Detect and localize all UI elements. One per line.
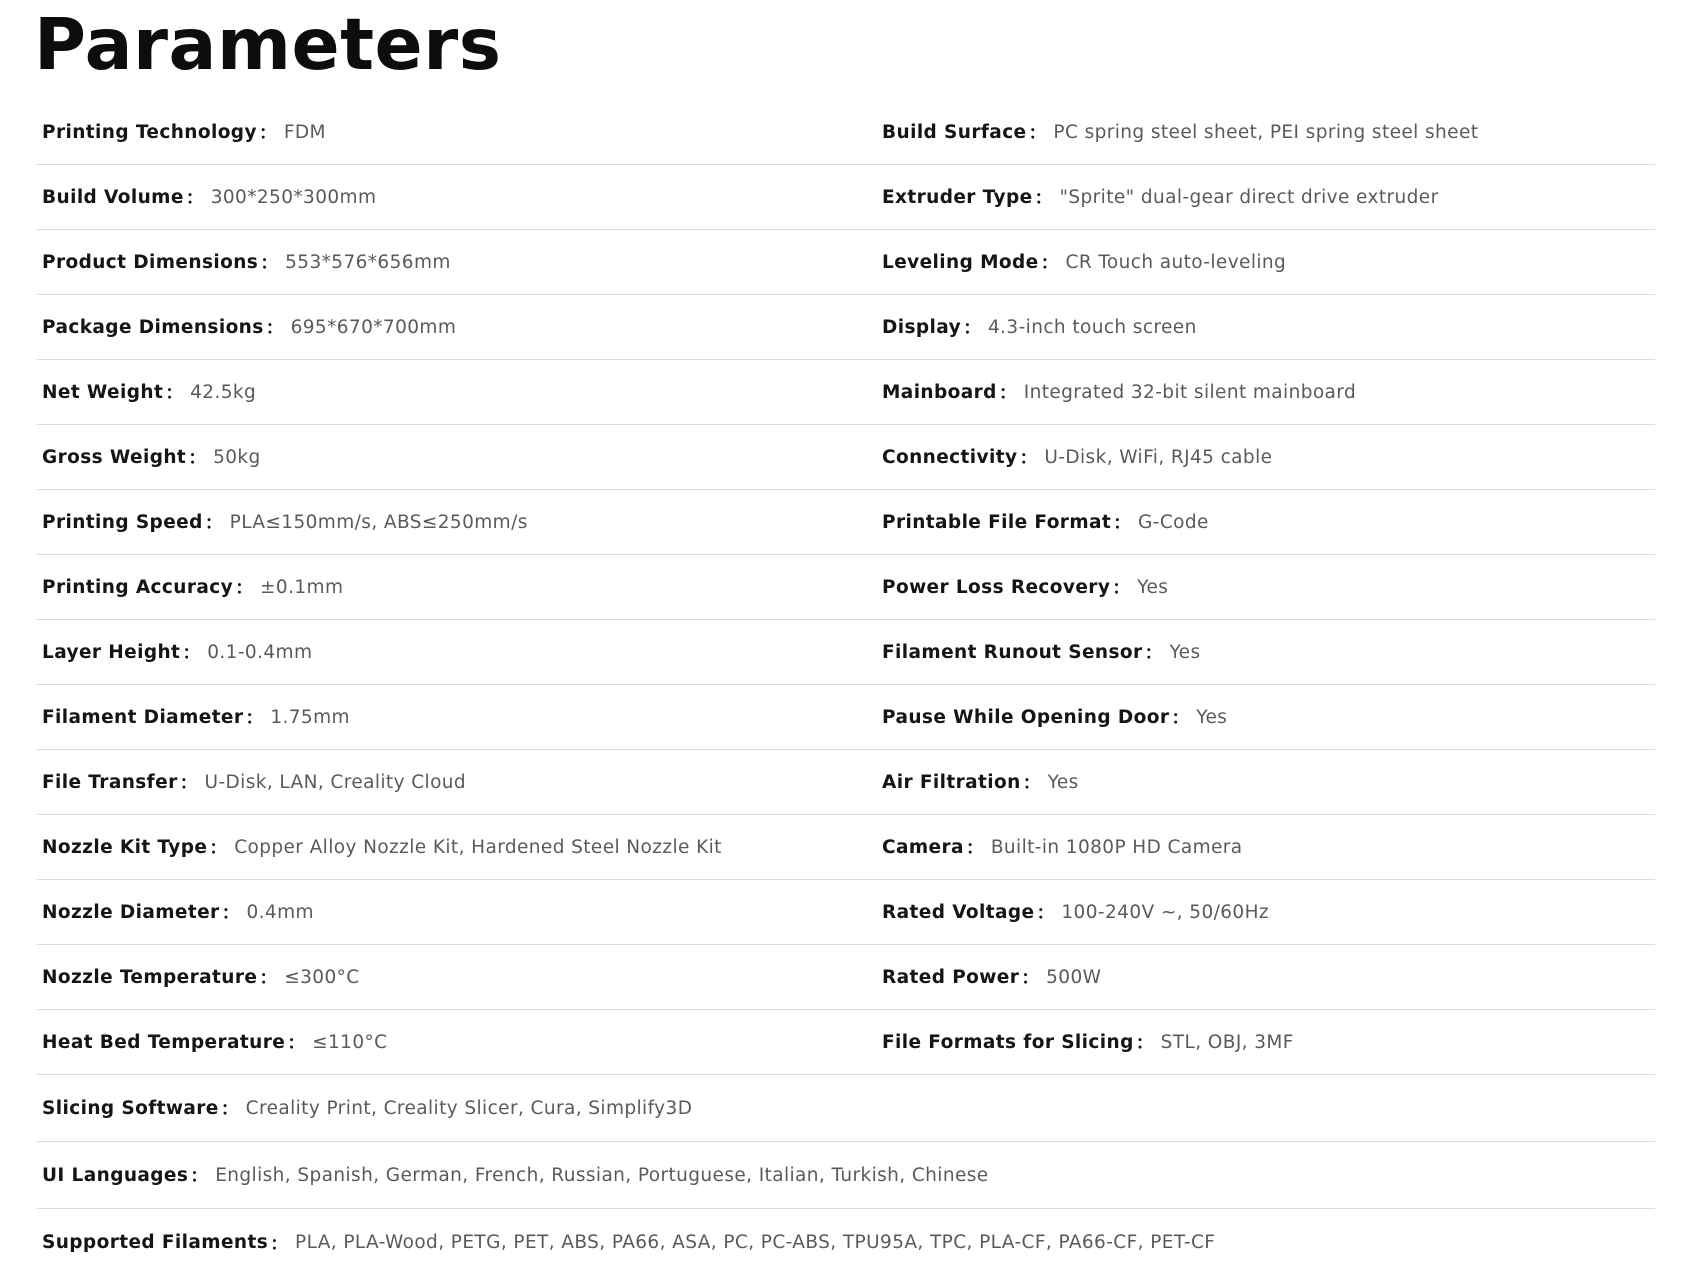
spec-value: PLA, PLA-Wood, PETG, PET, ABS, PA66, ASA, PC, PC-ABS, TPU95A, TPC, PLA-CF, PA66-CF, PET-CF	[295, 1232, 1216, 1253]
spec-label: Extruder Type	[882, 186, 1033, 208]
spec-label: Filament Diameter	[42, 706, 244, 728]
spec-row	[37, 945, 1655, 1010]
spec-value: Yes	[1047, 771, 1079, 793]
spec-separator: ：	[209, 838, 229, 859]
spec-label: Connectivity	[882, 446, 1018, 468]
spec-separator: ：	[1021, 968, 1041, 989]
spec-value: 0.4mm	[246, 901, 314, 923]
spec-separator: ：	[270, 1233, 290, 1255]
spec-item	[882, 750, 1079, 814]
spec-label: File Formats for Slicing	[882, 1031, 1134, 1053]
spec-separator: ：	[259, 968, 279, 989]
spec-label: Nozzle Kit Type	[42, 836, 208, 858]
spec-separator: ：	[190, 1166, 210, 1187]
spec-label: Package Dimensions	[42, 316, 264, 338]
spec-label: Air Filtration	[882, 771, 1021, 793]
spec-separator: ：	[165, 383, 185, 404]
spec-label: Heat Bed Temperature	[42, 1031, 286, 1053]
spec-separator: ：	[287, 1033, 307, 1054]
spec-value: 500W	[1046, 966, 1102, 988]
spec-separator: ：	[235, 578, 254, 599]
spec-item	[882, 945, 1101, 1009]
spec-separator: ：	[1034, 188, 1054, 209]
spec-item	[42, 295, 456, 359]
spec-item	[42, 685, 350, 749]
spec-item	[42, 620, 312, 684]
spec-item	[42, 1075, 692, 1141]
spec-row	[37, 750, 1655, 815]
spec-separator: ：	[963, 318, 982, 339]
spec-item	[882, 100, 1478, 164]
spec-value: Yes	[1137, 576, 1169, 598]
spec-value: ≤300°C	[284, 966, 360, 988]
spec-row	[37, 230, 1655, 295]
spec-separator: ：	[1112, 578, 1132, 599]
spec-value: G-Code	[1138, 511, 1209, 533]
spec-separator: ：	[1019, 448, 1039, 469]
spec-separator: ：	[265, 318, 285, 339]
spec-row	[37, 360, 1655, 425]
spec-item	[42, 880, 314, 944]
spec-separator: ：	[1171, 708, 1191, 729]
spec-item	[42, 555, 343, 619]
spec-label: Slicing Software	[42, 1097, 219, 1119]
spec-item	[42, 425, 261, 489]
spec-item	[42, 1010, 388, 1074]
spec-label: Printing Speed	[42, 511, 203, 533]
spec-row	[37, 880, 1655, 945]
spec-row	[37, 425, 1655, 490]
spec-value: Yes	[1196, 706, 1228, 728]
spec-row	[37, 1010, 1655, 1075]
spec-item	[882, 1010, 1294, 1074]
spec-item	[882, 620, 1201, 684]
spec-item	[882, 165, 1439, 229]
spec-row	[37, 165, 1655, 230]
spec-separator: ：	[1113, 513, 1133, 534]
spec-label: Build Surface	[882, 121, 1027, 143]
spec-row	[37, 620, 1655, 685]
spec-separator: ：	[185, 188, 205, 209]
spec-label: Leveling Mode	[882, 251, 1039, 273]
spec-item	[42, 1142, 989, 1208]
spec-item	[42, 945, 360, 1009]
spec-label: Printing Technology	[42, 121, 257, 143]
spec-item	[882, 230, 1286, 294]
spec-item	[42, 165, 376, 229]
spec-item	[882, 880, 1269, 944]
spec-item	[42, 815, 722, 879]
spec-label: Printable File Format	[882, 511, 1112, 533]
spec-value: PC spring steel sheet, PEI spring steel sheet	[1053, 121, 1479, 143]
spec-item	[882, 360, 1356, 424]
spec-separator: ：	[998, 383, 1018, 404]
spec-label: Mainboard	[882, 381, 997, 403]
spec-item	[42, 750, 466, 814]
spec-label: Product Dimensions	[42, 251, 259, 273]
spec-row	[37, 815, 1655, 880]
spec-label: Filament Runout Sensor	[882, 641, 1143, 663]
spec-value: Built-in 1080P HD Camera	[990, 836, 1243, 858]
spec-item	[882, 490, 1209, 554]
spec-row-wide	[37, 1142, 1655, 1209]
spec-item	[42, 360, 256, 424]
spec-label: Display	[882, 316, 962, 338]
spec-separator: ：	[1040, 253, 1060, 274]
spec-value: 1.75mm	[270, 706, 350, 728]
spec-separator: ：	[204, 513, 224, 534]
spec-row	[37, 490, 1655, 555]
spec-separator: ：	[258, 123, 278, 144]
spec-separator: ：	[188, 448, 208, 469]
spec-separator: ：	[1022, 773, 1042, 794]
spec-label: Gross Weight	[42, 446, 187, 468]
spec-row-wide	[37, 1075, 1655, 1142]
spec-separator: ：	[260, 253, 280, 274]
spec-value: STL, OBJ, 3MF	[1160, 1031, 1294, 1053]
spec-label: Net Weight	[42, 381, 164, 403]
spec-row	[37, 685, 1655, 750]
spec-item	[882, 555, 1168, 619]
spec-label: Build Volume	[42, 186, 184, 208]
spec-separator: ：	[179, 773, 199, 794]
spec-label: Camera	[882, 836, 964, 858]
spec-value: U-Disk, WiFi, RJ45 cable	[1044, 446, 1273, 468]
spec-value: 300*250*300mm	[210, 186, 377, 208]
spec-label: Pause While Opening Door	[882, 706, 1170, 728]
spec-item	[42, 230, 451, 294]
spec-label: Printing Accuracy	[42, 576, 234, 598]
spec-item	[882, 425, 1272, 489]
spec-row	[37, 295, 1655, 360]
spec-label: Supported Filaments	[42, 1232, 269, 1253]
spec-value: FDM	[283, 121, 326, 143]
spec-separator: ：	[1144, 643, 1164, 664]
spec-item	[882, 815, 1243, 879]
spec-value: 0.1-0.4mm	[207, 641, 313, 663]
spec-row	[37, 100, 1655, 165]
spec-value: 553*576*656mm	[285, 251, 451, 273]
spec-value: 100-240V ~, 50/60Hz	[1061, 901, 1270, 923]
spec-label: Layer Height	[42, 641, 181, 663]
spec-label: Power Loss Recovery	[882, 576, 1111, 598]
spec-label: Nozzle Diameter	[42, 901, 220, 923]
spec-value: ≤110°C	[312, 1031, 388, 1053]
spec-item	[42, 1209, 1215, 1276]
spec-separator: ：	[245, 708, 265, 729]
spec-value: ±0.1mm	[260, 576, 344, 598]
spec-value: "Sprite" dual-gear direct drive extruder	[1059, 186, 1439, 208]
spec-separator: ：	[1135, 1033, 1155, 1054]
spec-label: File Transfer	[42, 771, 178, 793]
spec-item	[42, 100, 326, 164]
spec-table	[37, 100, 1655, 1276]
spec-value: 42.5kg	[190, 381, 257, 403]
spec-separator: ：	[182, 643, 202, 664]
spec-value: 695*670*700mm	[290, 316, 457, 338]
spec-value: U-Disk, LAN, Creality Cloud	[204, 771, 467, 793]
spec-item	[42, 490, 528, 554]
spec-separator: ：	[1028, 123, 1048, 144]
page-title: Parameters	[34, 3, 502, 86]
spec-value: 4.3-inch touch screen	[987, 316, 1197, 338]
spec-separator: ：	[221, 903, 241, 924]
spec-value: Integrated 32-bit silent mainboard	[1023, 381, 1357, 403]
spec-value: PLA≤150mm/s, ABS≤250mm/s	[229, 511, 528, 533]
spec-row	[37, 555, 1655, 620]
spec-value: CR Touch auto-leveling	[1065, 251, 1287, 273]
spec-separator: ：	[965, 838, 985, 859]
spec-row-wide	[37, 1209, 1655, 1276]
spec-value: Creality Print, Creality Slicer, Cura, Simplify3D	[245, 1097, 693, 1119]
spec-value: 50kg	[213, 446, 261, 468]
spec-value: Copper Alloy Nozzle Kit, Hardened Steel Nozzle Kit	[234, 836, 722, 858]
spec-item	[882, 685, 1227, 749]
spec-item	[882, 295, 1197, 359]
spec-label: Rated Voltage	[882, 901, 1035, 923]
spec-separator: ：	[1036, 903, 1056, 924]
spec-label: Nozzle Temperature	[42, 966, 258, 988]
spec-value: English, Spanish, German, French, Russian, Portuguese, Italian, Turkish, Chinese	[215, 1164, 989, 1186]
spec-value: Yes	[1169, 641, 1201, 663]
spec-label: Rated Power	[882, 966, 1020, 988]
spec-label: UI Languages	[42, 1164, 189, 1186]
spec-separator: ：	[220, 1099, 240, 1120]
